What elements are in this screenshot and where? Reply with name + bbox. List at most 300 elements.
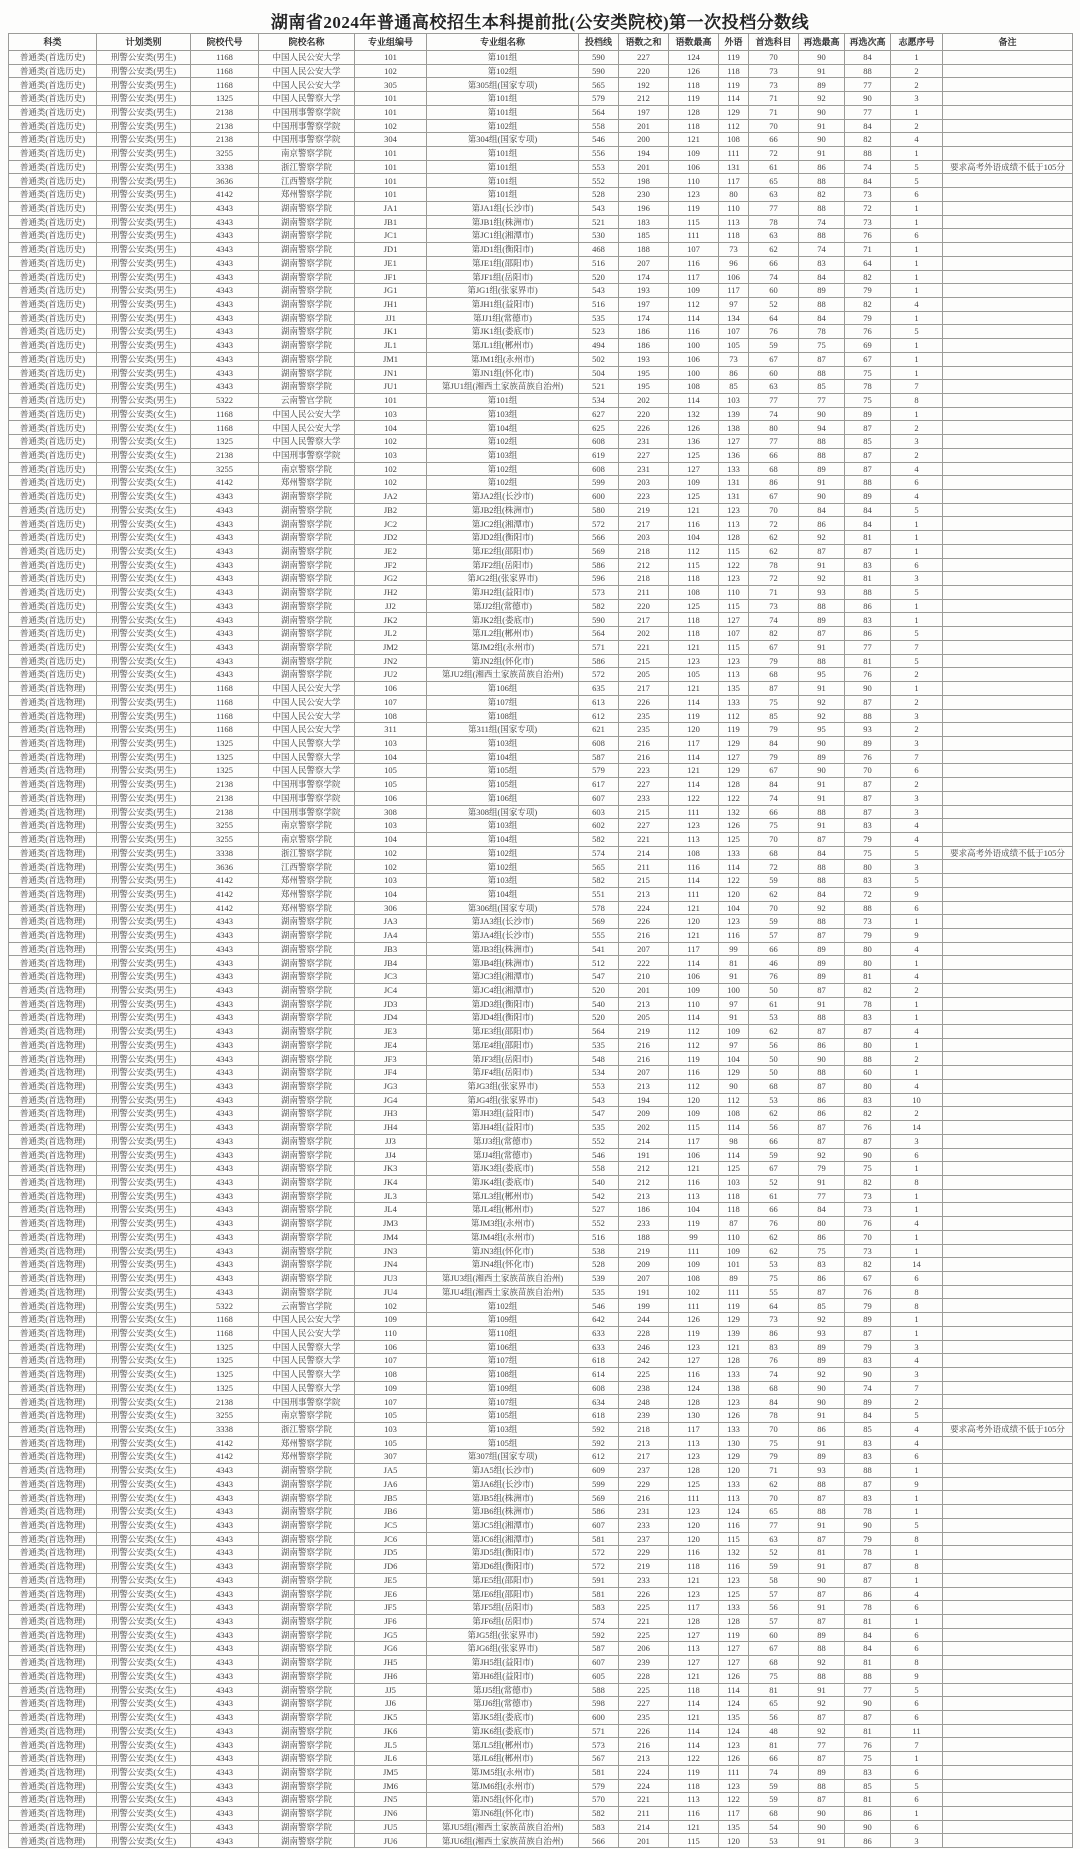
cell-college-code: 1325	[191, 736, 259, 750]
cell-resel-max: 91	[799, 1683, 845, 1697]
cell-foreign-lang: 96	[719, 256, 749, 270]
cell-plan-class: 刑警公安类(女生)	[97, 1450, 191, 1464]
cell-college-name: 湖南警察学院	[259, 1546, 355, 1560]
cell-chi-math-sum: 237	[619, 1532, 669, 1546]
cell-preference-no: 7	[891, 380, 943, 394]
cell-subject-class: 普通类(首选物理)	[9, 1697, 97, 1711]
cell-resel-second: 80	[845, 1079, 891, 1093]
cell-resel-max: 88	[799, 805, 845, 819]
table-row	[9, 1779, 1073, 1793]
table-row	[9, 1477, 1073, 1491]
cell-resel-max: 86	[799, 1422, 845, 1436]
cell-college-name: 湖南警察学院	[259, 1669, 355, 1683]
cell-chi-math-sum: 212	[619, 558, 669, 572]
cell-group-code: 103	[355, 736, 427, 750]
cell-college-name: 南京警察学院	[259, 462, 355, 476]
cell-first-subject: 77	[749, 393, 799, 407]
cell-remarks	[943, 1436, 1073, 1450]
cell-first-subject: 65	[749, 1697, 799, 1711]
cell-preference-no: 1	[891, 215, 943, 229]
cell-chi-math-sum: 224	[619, 901, 669, 915]
cell-resel-max: 90	[799, 490, 845, 504]
cell-remarks	[943, 1203, 1073, 1217]
cell-resel-second: 83	[845, 1354, 891, 1368]
cell-group-code: JA3	[355, 915, 427, 929]
cell-group-name: 第JA4组(长沙市)	[427, 929, 579, 943]
cell-group-name: 第JN5组(怀化市)	[427, 1793, 579, 1807]
cell-resel-second: 76	[845, 1738, 891, 1752]
cell-preference-no: 1	[891, 956, 943, 970]
cell-chi-math-max: 114	[669, 1724, 719, 1738]
cell-college-code: 4343	[191, 1025, 259, 1039]
cell-resel-second: 83	[845, 819, 891, 833]
cell-cutoff-score: 543	[579, 284, 619, 298]
cell-first-subject: 81	[749, 1738, 799, 1752]
cell-resel-second: 79	[845, 1340, 891, 1354]
cell-cutoff-score: 564	[579, 1025, 619, 1039]
cell-plan-class: 刑警公安类(男生)	[97, 1066, 191, 1080]
cell-foreign-lang: 109	[719, 1025, 749, 1039]
cell-group-name: 第JC4组(湘潭市)	[427, 983, 579, 997]
cell-subject-class: 普通类(首选物理)	[9, 1656, 97, 1670]
cell-first-subject: 66	[749, 256, 799, 270]
cell-remarks	[943, 887, 1073, 901]
cell-chi-math-sum: 218	[619, 544, 669, 558]
cell-college-name: 郑州警察学院	[259, 476, 355, 490]
cell-resel-max: 94	[799, 421, 845, 435]
cell-college-name: 湖南警察学院	[259, 1011, 355, 1025]
cell-foreign-lang: 126	[719, 1669, 749, 1683]
cell-subject-class: 普通类(首选物理)	[9, 750, 97, 764]
cell-subject-class: 普通类(首选物理)	[9, 1793, 97, 1807]
cell-chi-math-sum: 248	[619, 1395, 669, 1409]
cell-remarks	[943, 544, 1073, 558]
cell-preference-no: 7	[891, 1381, 943, 1395]
cell-college-code: 4343	[191, 956, 259, 970]
cell-group-code: JN6	[355, 1807, 427, 1821]
table-row	[9, 1409, 1073, 1423]
cell-preference-no: 1	[891, 997, 943, 1011]
cell-first-subject: 70	[749, 1422, 799, 1436]
cell-college-name: 湖南警察学院	[259, 997, 355, 1011]
cell-group-code: JL2	[355, 627, 427, 641]
cell-preference-no: 2	[891, 695, 943, 709]
cell-college-name: 湖南警察学院	[259, 339, 355, 353]
cell-college-name: 南京警察学院	[259, 832, 355, 846]
cell-college-name: 湖南警察学院	[259, 243, 355, 257]
cell-group-name: 第JL4组(郴州市)	[427, 1203, 579, 1217]
cell-cutoff-score: 596	[579, 572, 619, 586]
cell-plan-class: 刑警公安类(男生)	[97, 1217, 191, 1231]
cell-remarks	[943, 1093, 1073, 1107]
cell-chi-math-max: 128	[669, 105, 719, 119]
table-row	[9, 215, 1073, 229]
cell-resel-second: 83	[845, 1011, 891, 1025]
cell-group-code: JH1	[355, 297, 427, 311]
cell-college-code: 4343	[191, 1491, 259, 1505]
cell-resel-second: 79	[845, 929, 891, 943]
cell-first-subject: 46	[749, 956, 799, 970]
cell-first-subject: 63	[749, 188, 799, 202]
cell-college-code: 4343	[191, 1189, 259, 1203]
cell-first-subject: 53	[749, 1093, 799, 1107]
cell-cutoff-score: 608	[579, 1381, 619, 1395]
cell-cutoff-score: 587	[579, 750, 619, 764]
table-row	[9, 1395, 1073, 1409]
cell-resel-second: 73	[845, 1244, 891, 1258]
cell-college-name: 湖南警察学院	[259, 1285, 355, 1299]
cell-college-code: 1168	[191, 1313, 259, 1327]
cell-chi-math-max: 110	[669, 997, 719, 1011]
table-row	[9, 1025, 1073, 1039]
cell-remarks	[943, 201, 1073, 215]
cell-subject-class: 普通类(首选物理)	[9, 1532, 97, 1546]
cell-chi-math-max: 114	[669, 1697, 719, 1711]
cell-first-subject: 75	[749, 1669, 799, 1683]
cell-chi-math-max: 117	[669, 1134, 719, 1148]
cell-group-code: 101	[355, 160, 427, 174]
cell-group-name: 第102组	[427, 476, 579, 490]
cell-resel-max: 93	[799, 1464, 845, 1478]
cell-resel-second: 84	[845, 1409, 891, 1423]
cell-chi-math-sum: 216	[619, 929, 669, 943]
cell-preference-no: 6	[891, 1628, 943, 1642]
cell-group-code: 305	[355, 78, 427, 92]
cell-cutoff-score: 581	[579, 1587, 619, 1601]
cell-cutoff-score: 521	[579, 380, 619, 394]
cell-resel-second: 77	[845, 640, 891, 654]
cell-preference-no: 6	[891, 1793, 943, 1807]
cell-preference-no: 9	[891, 929, 943, 943]
cell-cutoff-score: 592	[579, 1422, 619, 1436]
cell-chi-math-sum: 219	[619, 1560, 669, 1574]
cell-chi-math-max: 125	[669, 599, 719, 613]
cell-chi-math-sum: 239	[619, 1409, 669, 1423]
cell-chi-math-max: 113	[669, 1793, 719, 1807]
cell-resel-max: 82	[799, 188, 845, 202]
cell-cutoff-score: 572	[579, 517, 619, 531]
cell-preference-no: 4	[891, 1354, 943, 1368]
cell-resel-max: 87	[799, 352, 845, 366]
cell-group-name: 第JA5组(长沙市)	[427, 1464, 579, 1478]
cell-preference-no: 6	[891, 1271, 943, 1285]
cell-foreign-lang: 124	[719, 1505, 749, 1519]
cell-remarks	[943, 1244, 1073, 1258]
cell-plan-class: 刑警公安类(女生)	[97, 654, 191, 668]
cell-group-name: 第JH1组(益阳市)	[427, 297, 579, 311]
cell-resel-max: 87	[799, 1710, 845, 1724]
cell-resel-second: 88	[845, 709, 891, 723]
cell-preference-no: 4	[891, 832, 943, 846]
cell-foreign-lang: 127	[719, 613, 749, 627]
cell-plan-class: 刑警公安类(女生)	[97, 1573, 191, 1587]
cell-resel-max: 84	[799, 846, 845, 860]
cell-remarks	[943, 1368, 1073, 1382]
cell-college-name: 郑州警察学院	[259, 1450, 355, 1464]
cell-college-name: 湖南警察学院	[259, 215, 355, 229]
cell-resel-max: 87	[799, 1025, 845, 1039]
cell-cutoff-score: 548	[579, 1052, 619, 1066]
cell-subject-class: 普通类(首选物理)	[9, 915, 97, 929]
cell-plan-class: 刑警公安类(男生)	[97, 1230, 191, 1244]
table-row	[9, 778, 1073, 792]
cell-first-subject: 53	[749, 1834, 799, 1848]
cell-subject-class: 普通类(首选物理)	[9, 1121, 97, 1135]
cell-chi-math-max: 106	[669, 352, 719, 366]
cell-chi-math-max: 118	[669, 627, 719, 641]
cell-resel-max: 92	[799, 531, 845, 545]
cell-first-subject: 62	[749, 243, 799, 257]
cell-first-subject: 73	[749, 599, 799, 613]
cell-chi-math-max: 116	[669, 1175, 719, 1189]
cell-preference-no: 2	[891, 723, 943, 737]
cell-group-name: 第JD1组(衡阳市)	[427, 243, 579, 257]
cell-first-subject: 62	[749, 1230, 799, 1244]
cell-college-code: 4343	[191, 517, 259, 531]
cell-group-name: 第101组	[427, 105, 579, 119]
cell-preference-no: 5	[891, 586, 943, 600]
cell-cutoff-score: 535	[579, 1285, 619, 1299]
cell-chi-math-sum: 201	[619, 1834, 669, 1848]
cell-chi-math-sum: 188	[619, 243, 669, 257]
cell-college-name: 湖南警察学院	[259, 284, 355, 298]
cell-first-subject: 61	[749, 160, 799, 174]
cell-resel-second: 82	[845, 133, 891, 147]
cell-first-subject: 50	[749, 1066, 799, 1080]
cell-cutoff-score: 573	[579, 586, 619, 600]
cell-subject-class: 普通类(首选历史)	[9, 586, 97, 600]
table-row	[9, 599, 1073, 613]
cell-remarks	[943, 1271, 1073, 1285]
cell-plan-class: 刑警公安类(男生)	[97, 51, 191, 65]
cell-preference-no: 4	[891, 490, 943, 504]
cell-resel-second: 71	[845, 243, 891, 257]
cell-chi-math-sum: 199	[619, 1299, 669, 1313]
table-row	[9, 1491, 1073, 1505]
cell-college-name: 湖南警察学院	[259, 627, 355, 641]
cell-group-name: 第JF3组(岳阳市)	[427, 1052, 579, 1066]
cell-college-code: 4343	[191, 201, 259, 215]
cell-resel-max: 91	[799, 1409, 845, 1423]
cell-chi-math-sum: 217	[619, 517, 669, 531]
cell-resel-max: 87	[799, 1079, 845, 1093]
cell-chi-math-sum: 224	[619, 1765, 669, 1779]
cell-chi-math-max: 112	[669, 1025, 719, 1039]
cell-subject-class: 普通类(首选物理)	[9, 942, 97, 956]
cell-resel-max: 92	[799, 92, 845, 106]
cell-group-name: 第JN3组(怀化市)	[427, 1244, 579, 1258]
cell-remarks	[943, 51, 1073, 65]
cell-foreign-lang: 122	[719, 791, 749, 805]
cell-remarks	[943, 1546, 1073, 1560]
cell-subject-class: 普通类(首选历史)	[9, 627, 97, 641]
cell-chi-math-sum: 216	[619, 736, 669, 750]
table-row	[9, 462, 1073, 476]
cell-college-code: 4343	[191, 1477, 259, 1491]
cell-plan-class: 刑警公安类(男生)	[97, 160, 191, 174]
cell-foreign-lang: 116	[719, 929, 749, 943]
cell-group-name: 第JD3组(衡阳市)	[427, 997, 579, 1011]
cell-cutoff-score: 609	[579, 1464, 619, 1478]
cell-group-code: JJ1	[355, 311, 427, 325]
cell-group-name: 第JJ2组(常德市)	[427, 599, 579, 613]
cell-college-code: 1325	[191, 92, 259, 106]
cell-first-subject: 76	[749, 970, 799, 984]
cell-college-name: 湖南警察学院	[259, 1820, 355, 1834]
cell-resel-max: 91	[799, 682, 845, 696]
cell-resel-second: 86	[845, 1807, 891, 1821]
cell-college-name: 中国刑事警察学院	[259, 105, 355, 119]
cell-preference-no: 9	[891, 887, 943, 901]
cell-chi-math-max: 119	[669, 92, 719, 106]
cell-plan-class: 刑警公安类(女生)	[97, 1587, 191, 1601]
cell-subject-class: 普通类(首选物理)	[9, 1381, 97, 1395]
cell-preference-no: 5	[891, 503, 943, 517]
cell-cutoff-score: 573	[579, 1738, 619, 1752]
cell-group-name: 第110组	[427, 1326, 579, 1340]
cell-chi-math-sum: 205	[619, 668, 669, 682]
cell-subject-class: 普通类(首选历史)	[9, 64, 97, 78]
cell-foreign-lang: 123	[719, 1738, 749, 1752]
cell-cutoff-score: 569	[579, 915, 619, 929]
table-row	[9, 874, 1073, 888]
cell-first-subject: 76	[749, 325, 799, 339]
cell-college-name: 湖南警察学院	[259, 1834, 355, 1848]
cell-chi-math-max: 128	[669, 1614, 719, 1628]
cell-chi-math-max: 111	[669, 1491, 719, 1505]
table-row	[9, 1587, 1073, 1601]
cell-college-name: 湖南警察学院	[259, 1464, 355, 1478]
cell-college-code: 4343	[191, 1505, 259, 1519]
table-row	[9, 544, 1073, 558]
cell-chi-math-sum: 215	[619, 805, 669, 819]
cell-resel-second: 67	[845, 352, 891, 366]
cell-subject-class: 普通类(首选历史)	[9, 119, 97, 133]
cell-preference-no: 2	[891, 64, 943, 78]
cell-plan-class: 刑警公安类(男生)	[97, 997, 191, 1011]
cell-remarks	[943, 695, 1073, 709]
cell-cutoff-score: 502	[579, 352, 619, 366]
cell-group-code: JA5	[355, 1464, 427, 1478]
cell-first-subject: 68	[749, 462, 799, 476]
cell-college-code: 4343	[191, 1820, 259, 1834]
cell-group-code: JL3	[355, 1189, 427, 1203]
cell-subject-class: 普通类(首选物理)	[9, 1258, 97, 1272]
cell-resel-max: 90	[799, 105, 845, 119]
cell-chi-math-max: 120	[669, 1093, 719, 1107]
cell-chi-math-max: 109	[669, 476, 719, 490]
table-row	[9, 1340, 1073, 1354]
cell-resel-max: 92	[799, 1368, 845, 1382]
cell-first-subject: 59	[749, 1793, 799, 1807]
cell-college-name: 湖南警察学院	[259, 668, 355, 682]
header-chi-math-sum: 语数之和	[619, 34, 669, 51]
cell-chi-math-max: 120	[669, 915, 719, 929]
cell-plan-class: 刑警公安类(女生)	[97, 668, 191, 682]
table-row	[9, 380, 1073, 394]
cell-cutoff-score: 520	[579, 983, 619, 997]
table-row	[9, 1354, 1073, 1368]
cell-resel-max: 91	[799, 640, 845, 654]
cell-preference-no: 5	[891, 846, 943, 860]
cell-subject-class: 普通类(首选物理)	[9, 1326, 97, 1340]
cell-first-subject: 74	[749, 407, 799, 421]
cell-group-code: JB5	[355, 1491, 427, 1505]
cell-college-code: 4343	[191, 270, 259, 284]
table-row	[9, 846, 1073, 860]
table-row	[9, 174, 1073, 188]
cell-resel-max: 78	[799, 325, 845, 339]
cell-college-name: 江西警察学院	[259, 860, 355, 874]
cell-first-subject: 75	[749, 695, 799, 709]
cell-chi-math-sum: 227	[619, 778, 669, 792]
table-row	[9, 750, 1073, 764]
cell-college-code: 4343	[191, 1121, 259, 1135]
cell-remarks	[943, 421, 1073, 435]
cell-cutoff-score: 642	[579, 1313, 619, 1327]
cell-group-name: 第JU4组(湘西土家族苗族自治州)	[427, 1285, 579, 1299]
cell-foreign-lang: 135	[719, 1710, 749, 1724]
cell-first-subject: 71	[749, 92, 799, 106]
cell-remarks	[943, 1107, 1073, 1121]
cell-plan-class: 刑警公安类(男生)	[97, 325, 191, 339]
table-row	[9, 1217, 1073, 1231]
cell-foreign-lang: 124	[719, 1697, 749, 1711]
table-row	[9, 915, 1073, 929]
cell-cutoff-score: 617	[579, 778, 619, 792]
cell-group-code: JB2	[355, 503, 427, 517]
cell-cutoff-score: 581	[579, 1765, 619, 1779]
cell-remarks	[943, 1793, 1073, 1807]
cell-cutoff-score: 608	[579, 435, 619, 449]
cell-college-name: 湖南警察学院	[259, 270, 355, 284]
cell-plan-class: 刑警公安类(女生)	[97, 503, 191, 517]
cell-group-code: 102	[355, 846, 427, 860]
cell-foreign-lang: 121	[719, 1340, 749, 1354]
cell-chi-math-sum: 218	[619, 572, 669, 586]
cell-resel-second: 90	[845, 1820, 891, 1834]
cell-group-name: 第306组(国家专项)	[427, 901, 579, 915]
cell-foreign-lang: 101	[719, 1258, 749, 1272]
cell-chi-math-max: 118	[669, 613, 719, 627]
cell-plan-class: 刑警公安类(男生)	[97, 366, 191, 380]
cell-college-name: 湖南警察学院	[259, 1614, 355, 1628]
cell-subject-class: 普通类(首选历史)	[9, 366, 97, 380]
cell-resel-max: 88	[799, 201, 845, 215]
cell-college-code: 4343	[191, 297, 259, 311]
cell-resel-second: 83	[845, 613, 891, 627]
cell-resel-second: 84	[845, 51, 891, 65]
header-remarks: 备注	[943, 34, 1073, 51]
cell-chi-math-sum: 214	[619, 1820, 669, 1834]
cell-college-code: 1168	[191, 695, 259, 709]
cell-foreign-lang: 128	[719, 1354, 749, 1368]
cell-foreign-lang: 80	[719, 188, 749, 202]
cell-remarks	[943, 1230, 1073, 1244]
cell-resel-second: 83	[845, 558, 891, 572]
table-row	[9, 1793, 1073, 1807]
cell-plan-class: 刑警公安类(男生)	[97, 1203, 191, 1217]
cell-chi-math-max: 100	[669, 366, 719, 380]
cell-plan-class: 刑警公安类(女生)	[97, 640, 191, 654]
cell-chi-math-max: 119	[669, 1765, 719, 1779]
cell-remarks	[943, 929, 1073, 943]
cell-chi-math-max: 126	[669, 1313, 719, 1327]
cell-group-name: 第JU1组(湘西土家族苗族自治州)	[427, 380, 579, 394]
cell-chi-math-sum: 219	[619, 503, 669, 517]
cell-chi-math-max: 108	[669, 586, 719, 600]
cell-plan-class: 刑警公安类(女生)	[97, 1738, 191, 1752]
